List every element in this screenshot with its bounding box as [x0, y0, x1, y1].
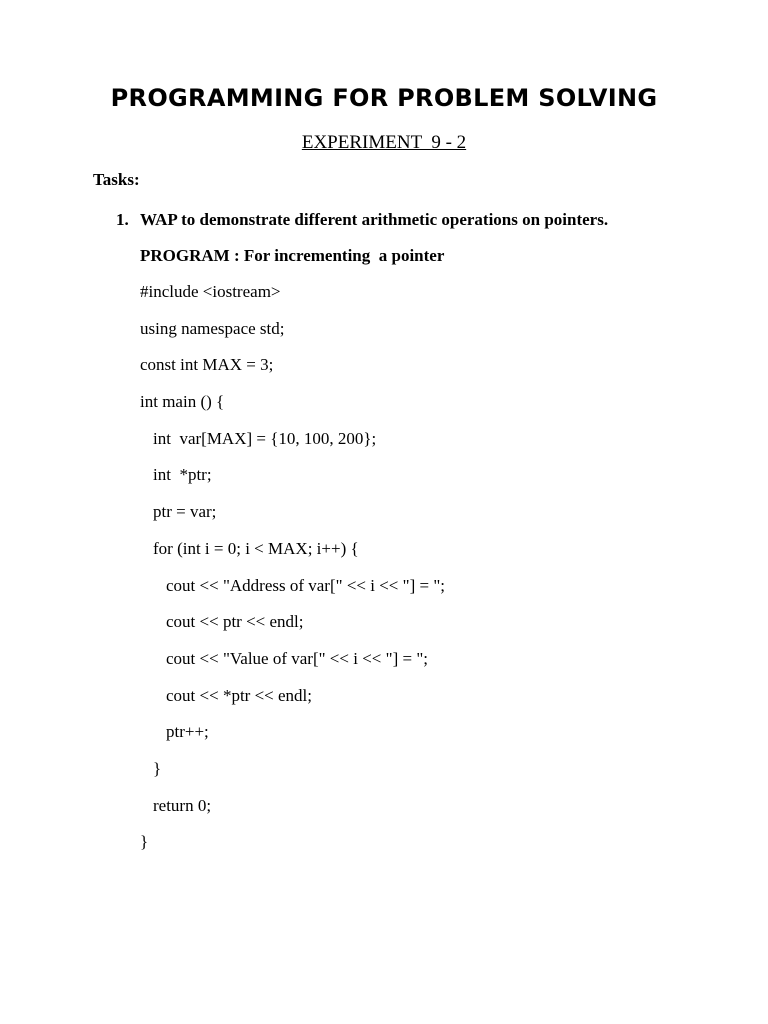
code-line: const int MAX = 3;	[140, 355, 274, 375]
task-item	[116, 210, 608, 230]
code-line: cout << ptr << endl;	[166, 612, 304, 632]
code-line: int main () {	[140, 392, 225, 412]
experiment-heading: EXPERIMENT 9 - 2	[301, 132, 467, 153]
code-block	[140, 282, 445, 869]
code-line: #include <iostream>	[140, 282, 281, 301]
code-line: for (int i = 0; i < MAX; i++) {	[153, 538, 359, 558]
task-number: 1.	[116, 210, 129, 229]
code-line: cout << *ptr << endl;	[166, 685, 312, 705]
code-line: cout << "Value of var[" << i << "] = ";	[166, 648, 428, 668]
code-line: return 0;	[153, 795, 212, 815]
program-label: PROGRAM : For incrementing a pointer	[140, 246, 445, 265]
code-line: }	[153, 758, 162, 778]
code-line: }	[140, 832, 149, 852]
code-line: ptr++;	[166, 722, 209, 742]
tasks-label: Tasks:	[93, 170, 140, 189]
code-line: ptr = var;	[153, 502, 217, 522]
page-title: PROGRAMMING FOR PROBLEM SOLVING	[110, 84, 658, 112]
task-text: WAP to demonstrate different arithmetic operations on pointers.	[140, 210, 609, 229]
code-line: using namespace std;	[140, 318, 285, 338]
code-line: int var[MAX] = {10, 100, 200};	[153, 428, 377, 448]
code-line: cout << "Address of var[" << i << "] = ";	[166, 575, 445, 595]
code-line: int *ptr;	[153, 465, 212, 485]
